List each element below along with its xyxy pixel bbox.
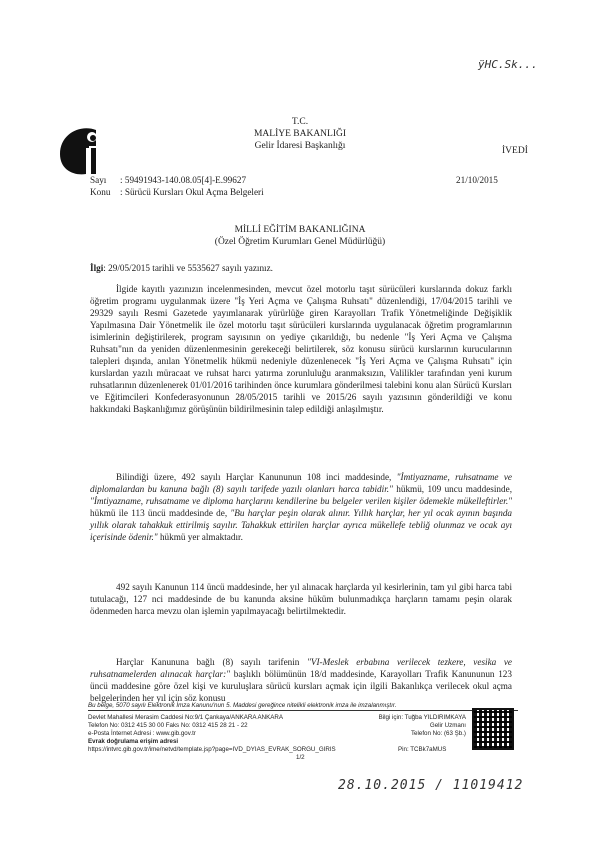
sayi-value: : 59491943-140.08.05[4]-E.99627 — [120, 175, 247, 185]
qr-code-icon — [472, 708, 514, 750]
verify-label: Evrak doğrulama erişim adresi — [88, 738, 179, 745]
ilgi-label: İlgi — [90, 263, 104, 273]
info-person: Bilgi için: Tuğba YILDIRIMKAYA — [378, 714, 466, 721]
paragraph-1: İlgide kayıtlı yazınızın incelenmesinden, mevcut özel motorlu taşıt sürücüleri kurslarında dokuz farklı öğretim programı uygulanmak üzere "İş Yeri Açma ve Çalışma Ruhsatı" düzenlendiği, 17/04/2015 tarihli ve 29329 sayılı Resmi Gazetede yayımlanarak yürürlüğe giren Karayolları Trafik Yönetmeliğinde Değişiklik Yapılmasına Dair Yönetmelik ile özel motorlu taşıt sürücüleri kurslarında uygulanacak öğretim programlarının isimlerinin değiştirilerek, program sayısının on yediye çıkarıldığı, bu nedenle "İş Yeri Açma ve Çalışma Ruhsatı"nın da yeniden düzenlenmesinin gerekeceği belirtilerek, söz konusu sürücü kurslarının kurucularının talepleri dışında, anılan Yönetmelik hükmü nedeniyle düzenlenecek "İş Yeri Açma ve Çalışma Ruhsatı" için kurslardan yazılı müracaat ve ruhsat harcı yatırma zorunluluğu aranmaksızın, Valilikler tarafından yeni kurum ruhsatlarının düzenlenerek 01/01/2016 tarihinden önce kurumlara gönderilmesi talebini konu alan Sürücü Kursları ve Eğitimcileri Konfederasyonunun 28/05/2015 tarihli ve 2015/26 sayılı yazısının gönderildiği ve konu hakkındaki Başkanlığımız görüşünün bildirilmesinin talep edildiği anlaşılmıştır. — [90, 284, 512, 414]
handwritten-stamp: 28.10.2015 / 11019412 — [338, 778, 524, 793]
tc-label: T.C. — [291, 117, 309, 127]
recipient-block — [180, 224, 420, 248]
paragraph-3: 492 sayılı Kanunun 114 üncü maddesinde, her yıl alınacak harçlarda yıl kesirlerinin, tam yıl gibi harca tabi tutulacağı, 127 nci maddesinde de bu kanunda aksine hüküm bulunmadıkça harçların tamamı peşin olarak ödenmeden harca mevzu olan işlemin yapılmayacağı belirtilmektedir. — [90, 582, 512, 616]
footer-address: Devlet Mahallesi Merasim Caddesi No:9/1 Çankaya/ANKARA ANKARA — [88, 714, 283, 721]
footer-email: e-Posta İnternet Adresi : www.gib.gov.tr — [88, 730, 196, 737]
esign-notice: Bu belge, 5070 sayılı Elektronik İmza Kanunu'nun 5. Maddesi gereğince nitelikli elektronik imza ile imzalanmıştır. — [88, 702, 518, 711]
recipient-line1: MİLLİ EĞİTİM BAKANLIĞINA — [234, 225, 366, 235]
paragraph-4: Harçlar Kanununa bağlı (8) sayılı tarifenin "VI-Meslek erbabına verilecek tezkere, vesika ve ruhsatnamelerden alınacak harçlar:" başlıklı bölümünün 18/d maddesinde, Karayolları Trafik Kanununun 123 üncü maddesine göre özel kişi ve kuruluşlara sürücü kursları açmak için ilgili Bakanlıkça verilecek okul açma belgelerinden her yıl için söz konusu — [90, 657, 512, 703]
page-number: 1/2 — [296, 754, 305, 761]
letter-date: 21/10/2015 — [456, 175, 498, 185]
footer-contact — [88, 714, 338, 754]
recipient-line2: (Özel Öğretim Kurumları Genel Müdürlüğü) — [214, 237, 386, 247]
ilgi-text: : 29/05/2015 tarihli ve 5535627 sayılı yazınız. — [103, 263, 273, 273]
verify-url[interactable]: https://intvrc.gib.gov.tr/ime/netvd/template.jsp?page=IVD_DYIAS_EVRAK_SORGU_GIRIS — [88, 746, 336, 753]
paragraph-2: Bilindiği üzere, 492 sayılı Harçlar Kanununun 108 inci maddesinde, "İmtiyazname, ruhsatname ve diplomalardan bu kanuna bağlı (8) sayılı tarifede yazılı olanları harca tabidir." hükmü, 109 uncu maddesinde, "İmtiyazname, ruhsatname ve diploma harçlarını kendilerine bu belgeler verilen kişiler ödemekle mükelleftirler." hükmü ile 113 üncü maddesinde de, "Bu harçlar peşin olarak alınır. Yıllık harçlar, her yıl ocak ayının başında yıllık olarak tahakkuk ettirilmiş sayılır. Tahakkuk ettirilen harçlar ayrıca mükellefe tebliğ olunmaz ve ocak ayı içerisinde ödenir." hükmü yer almaktadır. — [90, 472, 513, 542]
konu-value: : Sürücü Kursları Okul Açma Belgeleri — [120, 187, 264, 197]
footer-phone: Telefon No: 0312 415 30 00 Faks No: 0312 415 28 21 - 22 — [88, 722, 248, 729]
urgency-code: İVEDİ — [502, 146, 528, 156]
ilgi-line — [90, 262, 390, 274]
gib-logo-icon — [56, 124, 104, 178]
letter-header — [190, 116, 410, 152]
footer-info — [360, 714, 466, 738]
top-right-scribble: ÿHC.Sk... — [478, 58, 538, 71]
info-title: Gelir Uzmanı — [429, 722, 466, 729]
department-name: Gelir İdaresi Başkanlığı — [254, 141, 346, 151]
pin-code: Pin: TCBk7aMUS — [398, 746, 447, 753]
info-phone: Telefon No: (63 Şb.) — [410, 730, 466, 737]
meta-block — [90, 174, 290, 198]
konu-label: Konu — [90, 187, 111, 197]
ministry-name: MALİYE BAKANLIĞI — [253, 129, 347, 139]
sayi-label: Sayı — [90, 175, 107, 185]
